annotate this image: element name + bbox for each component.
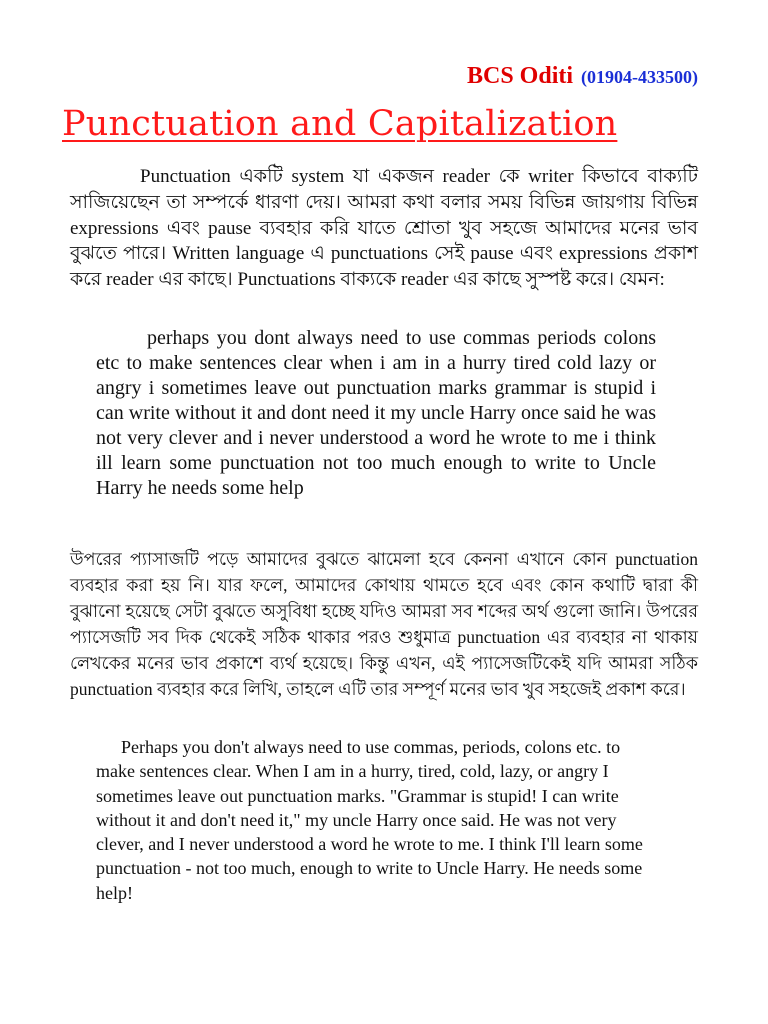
intro-paragraph: Punctuation একটি system যা একজন reader কে writer কিভাবে বাক্যটি সাজিয়েছেন তা সম্পর্কে ধারণা দেয়। আমরা কথা বলার সময় বিভিন্ন জায়গায় বিভিন্ন expressions এবং pause ব্যবহার করি যাতে শ্রোতা খুব সহজে আমাদের মনের ভাব বুঝতে পারে। Written language এ punctuations সেই pause এবং expressions প্রকাশ করে reader এর কাছে। Punctuations বাক্যকে reader এর কাছে সুস্পষ্ট করে। যেমন: xyxy=(70,166,698,291)
unpunctuated-example-paragraph: perhaps you dont always need to use commas periods colons etc to make sentences clear when i am in a hurry tired cold lazy or angry i sometimes leave out punctuation marks grammar is stupid i can write without it and dont need it my uncle Harry once said he was not very clever and i never understood a word he wrote to me i think ill learn some punctuation not too much enough to write to Uncle Harry he needs some help xyxy=(96,327,656,499)
phone-number: (01904-433500) xyxy=(581,67,698,87)
brand-name: BCS Oditi xyxy=(466,63,574,89)
page-title: Punctuation and Capitalization xyxy=(62,104,618,144)
explanation-paragraph: উপরের প্যাসাজটি পড়ে আমাদের বুঝতে ঝামেলা হবে কেননা এখানে কোন punctuation ব্যবহার করা হয় নি। যার ফলে, আমাদের কোথায় থামতে হবে এবং কোন কথাটি দ্বারা কী বুঝানো হয়েছে সেটা বুঝতে অসুবিধা হচ্ছে যদিও আমরা সব শব্দের অর্থ গুলো জানি। উপরের প্যাসেজটি সব দিক থেকেই সঠিক থাকার পরও শুধুমাত্র punctuation এর ব্যবহার না থাকায় লেখকের মনের ভাব প্রকাশে ব্যর্থ হয়েছে। কিন্তু এখন, এই প্যাসেজটিকেই যদি আমরা সঠিক punctuation ব্যবহার করে লিখি, তাহলে এটি তার সম্পূর্ণ মনের ভাব খুব সহজেই প্রকাশ করে। xyxy=(70,549,698,699)
punctuated-example-paragraph: Perhaps you don't always need to use commas, periods, colons etc. to make sentences clear. When I am in a hurry, tired, cold, lazy, or angry I sometimes leave out punctuation marks. "Grammar is stupid! I can write without it and don't need it," my uncle Harry once said. He was not very clever, and I never understood a word he wrote to me. I think I'll learn some punctuation - not too much, enough to write to Uncle Harry. He needs some help! xyxy=(96,737,643,903)
header xyxy=(467,63,698,90)
